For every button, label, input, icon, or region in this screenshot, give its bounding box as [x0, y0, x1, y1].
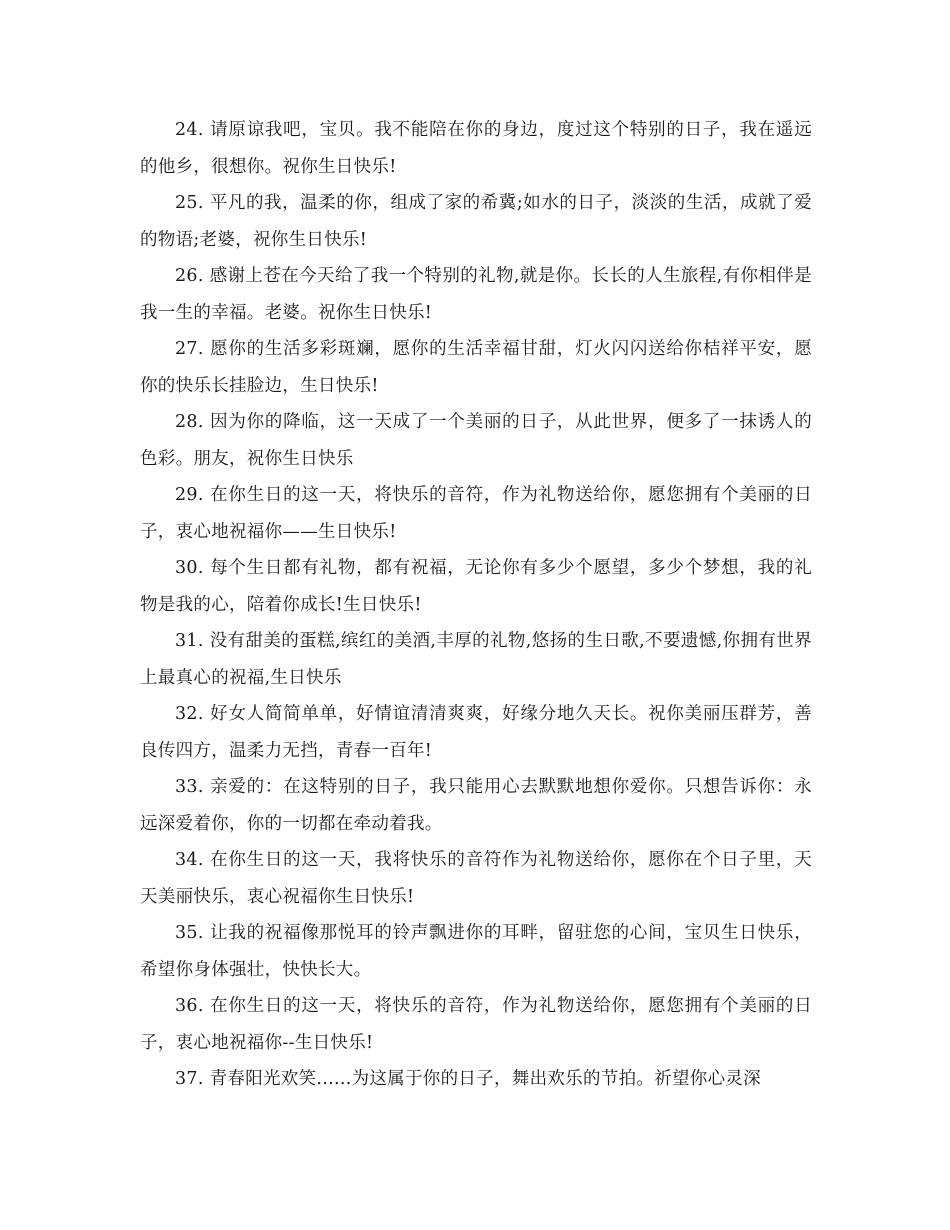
paragraph-number: 29.: [175, 485, 204, 505]
paragraph-text: 青春阳光欢笑......为这属于你的日子，舞出欢乐的节拍。祈望你心灵深: [209, 1069, 761, 1089]
paragraph-text: 愿你的生活多彩斑斓，愿你的生活幸福甘甜，灯火闪闪送给你桔祥平安，愿你的快乐长挂脸边，生日快乐!: [140, 339, 812, 396]
paragraph-number: 24.: [175, 120, 204, 140]
paragraph-25: [140, 185, 812, 258]
paragraph-number: 31.: [175, 631, 204, 651]
paragraph-number: 37.: [175, 1069, 204, 1089]
paragraph-text: 每个生日都有礼物，都有祝福，无论你有多少个愿望，多少个梦想，我的礼物是我的心，陪着你成长!生日快乐!: [140, 558, 812, 615]
paragraph-28: [140, 404, 812, 477]
paragraph-30: [140, 550, 812, 623]
paragraph-text: 请原谅我吧，宝贝。我不能陪在你的身边，度过这个特别的日子，我在遥远的他乡，很想你。祝你生日快乐!: [140, 120, 812, 177]
paragraph-37: [140, 1061, 812, 1098]
paragraph-text: 没有甜美的蛋糕,缤红的美酒,丰厚的礼物,悠扬的生日歌,不要遗憾,你拥有世界上最真心的祝福,生日快乐: [140, 631, 812, 688]
paragraph-number: 35.: [175, 923, 204, 943]
paragraph-number: 26.: [175, 266, 204, 286]
paragraph-number: 34.: [175, 850, 204, 870]
paragraph-33: [140, 769, 812, 842]
paragraph-number: 33.: [175, 777, 204, 797]
paragraph-number: 25.: [175, 193, 204, 213]
paragraph-34: [140, 842, 812, 915]
paragraph-text: 在你生日的这一天，我将快乐的音符作为礼物送给你，愿你在个日子里，天天美丽快乐，衷心祝福你生日快乐!: [140, 850, 812, 907]
paragraph-31: [140, 623, 812, 696]
paragraph-text: 平凡的我，温柔的你，组成了家的希冀;如水的日子，淡淡的生活，成就了爱的物语;老婆，祝你生日快乐!: [140, 193, 812, 250]
paragraph-text: 亲爱的：在这特别的日子，我只能用心去默默地想你爱你。只想告诉你：永远深爱着你，你的一切都在牵动着我。: [140, 777, 812, 834]
paragraph-number: 32.: [175, 704, 204, 724]
paragraph-text: 因为你的降临，这一天成了一个美丽的日子，从此世界，便多了一抹诱人的色彩。朋友，祝你生日快乐: [140, 412, 812, 469]
paragraph-35: [140, 915, 812, 988]
paragraph-29: [140, 477, 812, 550]
paragraph-text: 让我的祝福像那悦耳的铃声飘进你的耳畔，留驻您的心间，宝贝生日快乐，希望你身体强壮，快快长大。: [140, 923, 812, 980]
paragraph-number: 27.: [175, 339, 204, 359]
paragraph-text: 感谢上苍在今天给了我一个特别的礼物,就是你。长长的人生旅程,有你相伴是我一生的幸福。老婆。祝你生日快乐!: [140, 266, 812, 323]
paragraph-32: [140, 696, 812, 769]
document-body: [140, 112, 812, 1098]
paragraph-text: 在你生日的这一天，将快乐的音符，作为礼物送给你，愿您拥有个美丽的日子，衷心地祝福你——生日快乐!: [140, 485, 812, 542]
paragraph-number: 36.: [175, 996, 204, 1016]
paragraph-number: 30.: [175, 558, 204, 578]
paragraph-number: 28.: [175, 412, 204, 432]
paragraph-36: [140, 988, 812, 1061]
paragraph-24: [140, 112, 812, 185]
paragraph-text: 在你生日的这一天，将快乐的音符，作为礼物送给你，愿您拥有个美丽的日子，衷心地祝福你--生日快乐!: [140, 996, 812, 1053]
paragraph-27: [140, 331, 812, 404]
paragraph-text: 好女人简简单单，好情谊清清爽爽，好缘分地久天长。祝你美丽压群芳，善良传四方，温柔力无挡，青春一百年!: [140, 704, 812, 761]
paragraph-26: [140, 258, 812, 331]
